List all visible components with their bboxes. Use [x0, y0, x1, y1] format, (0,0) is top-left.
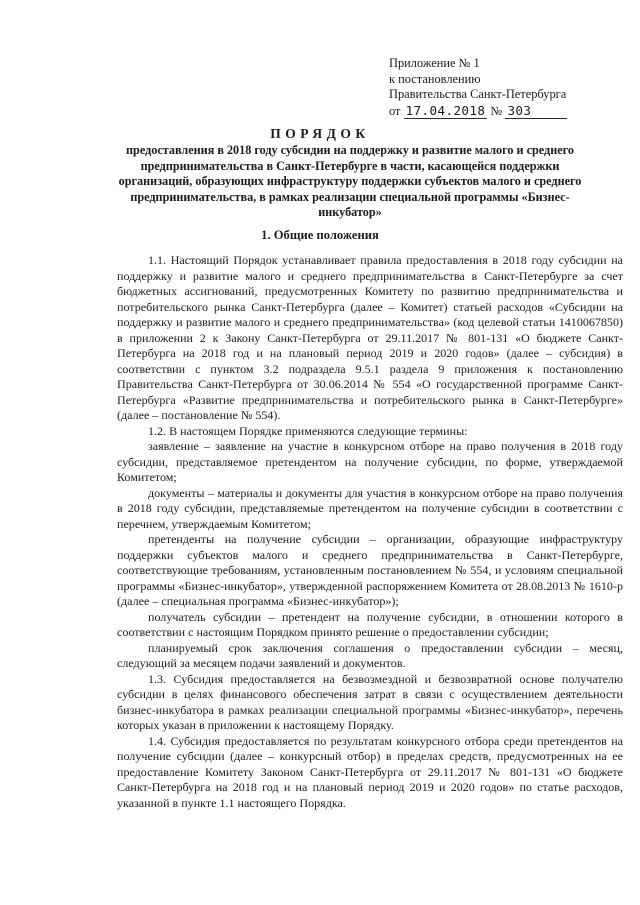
- document-title: ПОРЯДОК: [270, 126, 370, 141]
- date-prefix: от: [389, 103, 401, 118]
- appendix-reference: к постановлению: [389, 71, 481, 86]
- appendix-date-line: [389, 103, 619, 120]
- term-applicants: претенденты на получение субсидии – организации, образующие инфраструктуру поддержки субъектов малого и среднего предпринимательства в Санкт-Петербурге, соответствующие требованиям, установленным постановлением № 554, и условиям специальной программы «Бизнес-инкубатор», утвержденной распоряжением Комитета от 28.08.2013 № 1610-р (далее – специальная программа «Бизнес-инкубатор»);: [117, 532, 623, 608]
- term-recipient: получатель субсидии – претендент на получение субсидии, в отношении которого в соответствии с настоящим Порядком принято решение о предоставлении субсидии;: [117, 609, 623, 639]
- term-application: заявление – заявление на участие в конкурсном отборе на право получения в 2018 году субсидии, представляемое претендентом на получение субсидии, по форме, утверждаемой Комитетом;: [117, 439, 623, 484]
- paragraph-1-2: 1.2. В настоящем Порядке применяются следующие термины:: [148, 423, 468, 438]
- paragraph-1-3: 1.3. Субсидия предоставляется на безвозмездной и безвозвратной основе получателю субсидии в целях финансового обеспечения затрат в связи с осуществлением деятельности бизнес-инкубатора в рамках реализации специальной программы «Бизнес-инкубатор», перечень которых указан в приложении к настоящему Порядку.: [117, 671, 623, 732]
- paragraph-1-4: 1.4. Субсидия предоставляется по результатам конкурсного отбора среди претендентов на получение субсидии (далее – конкурсный отбор) в пределах средств, предусмотренных на ее предоставление Комитету Законом Санкт-Петербурга от 29.11.2017 № 801-131 «О бюджете Санкт-Петербурга на 2018 год и на плановый период 2019 и 2020 годов» по статье расходов, указанной в пункте 1.1 настоящего Порядка.: [117, 733, 623, 810]
- appendix-authority: Правительства Санкт-Петербурга: [389, 87, 567, 102]
- appendix-block: [389, 56, 619, 119]
- resolution-number: 303: [505, 103, 567, 120]
- resolution-date: 17.04.2018: [405, 102, 486, 118]
- paragraph-1-1: 1.1. Настоящий Порядок устанавливает правила предоставления в 2018 году субсидии на поддержку и развитие малого и среднего предпринимательства в Санкт-Петербурге за счет бюджетных ассигнований, предусмотренных Комитету по развитию предпринимательства и потребительского рынка Санкт-Петербурга (далее – Комитет) статьей расходов «Субсидии на поддержку и развитие малого и среднего предпринимательства» (код целевой статьи 1410067850) в приложении 2 к Закону Санкт-Петербурга от 29.11.2017 № 801-131 «О бюджете Санкт-Петербурга на 2018 год и на плановый период 2019 и 2020 годов» (далее – субсидия) в соответствии с пунктом 3.2 подраздела 9.5.1 раздела 9 приложения к постановлению Правительства Санкт-Петербурга от 30.06.2014 № 554 «О государственной программе Санкт-Петербурга «Развитие предпринимательства и потребительского рынка в Санкт-Петербурге» (далее – постановление № 554).: [117, 253, 623, 422]
- document-body: [117, 253, 623, 811]
- section-heading: 1. Общие положения: [261, 228, 379, 242]
- appendix-number: Приложение № 1: [389, 56, 480, 70]
- number-prefix: №: [490, 103, 503, 118]
- document-subtitle: предоставления в 2018 году субсидии на поддержку и развитие малого и среднего предпринимательства в Санкт-Петербурге в части, касающейся поддержки организаций, образующих инфраструктуру поддержки субъектов малого и среднего предпринимательства, в рамках реализации специальной программы «Бизнес-инкубатор»: [118, 143, 582, 220]
- term-documents: документы – материалы и документы для участия в конкурсном отборе на право получения в 2018 году субсидии, представляемые претендентом на получение субсидии в соответствии с перечнем, утверждаемым Комитетом;: [117, 485, 623, 531]
- term-agreement-period: планируемый срок заключения соглашения о предоставлении субсидии – месяц, следующий за месяцем подачи заявлений и документов.: [117, 640, 623, 670]
